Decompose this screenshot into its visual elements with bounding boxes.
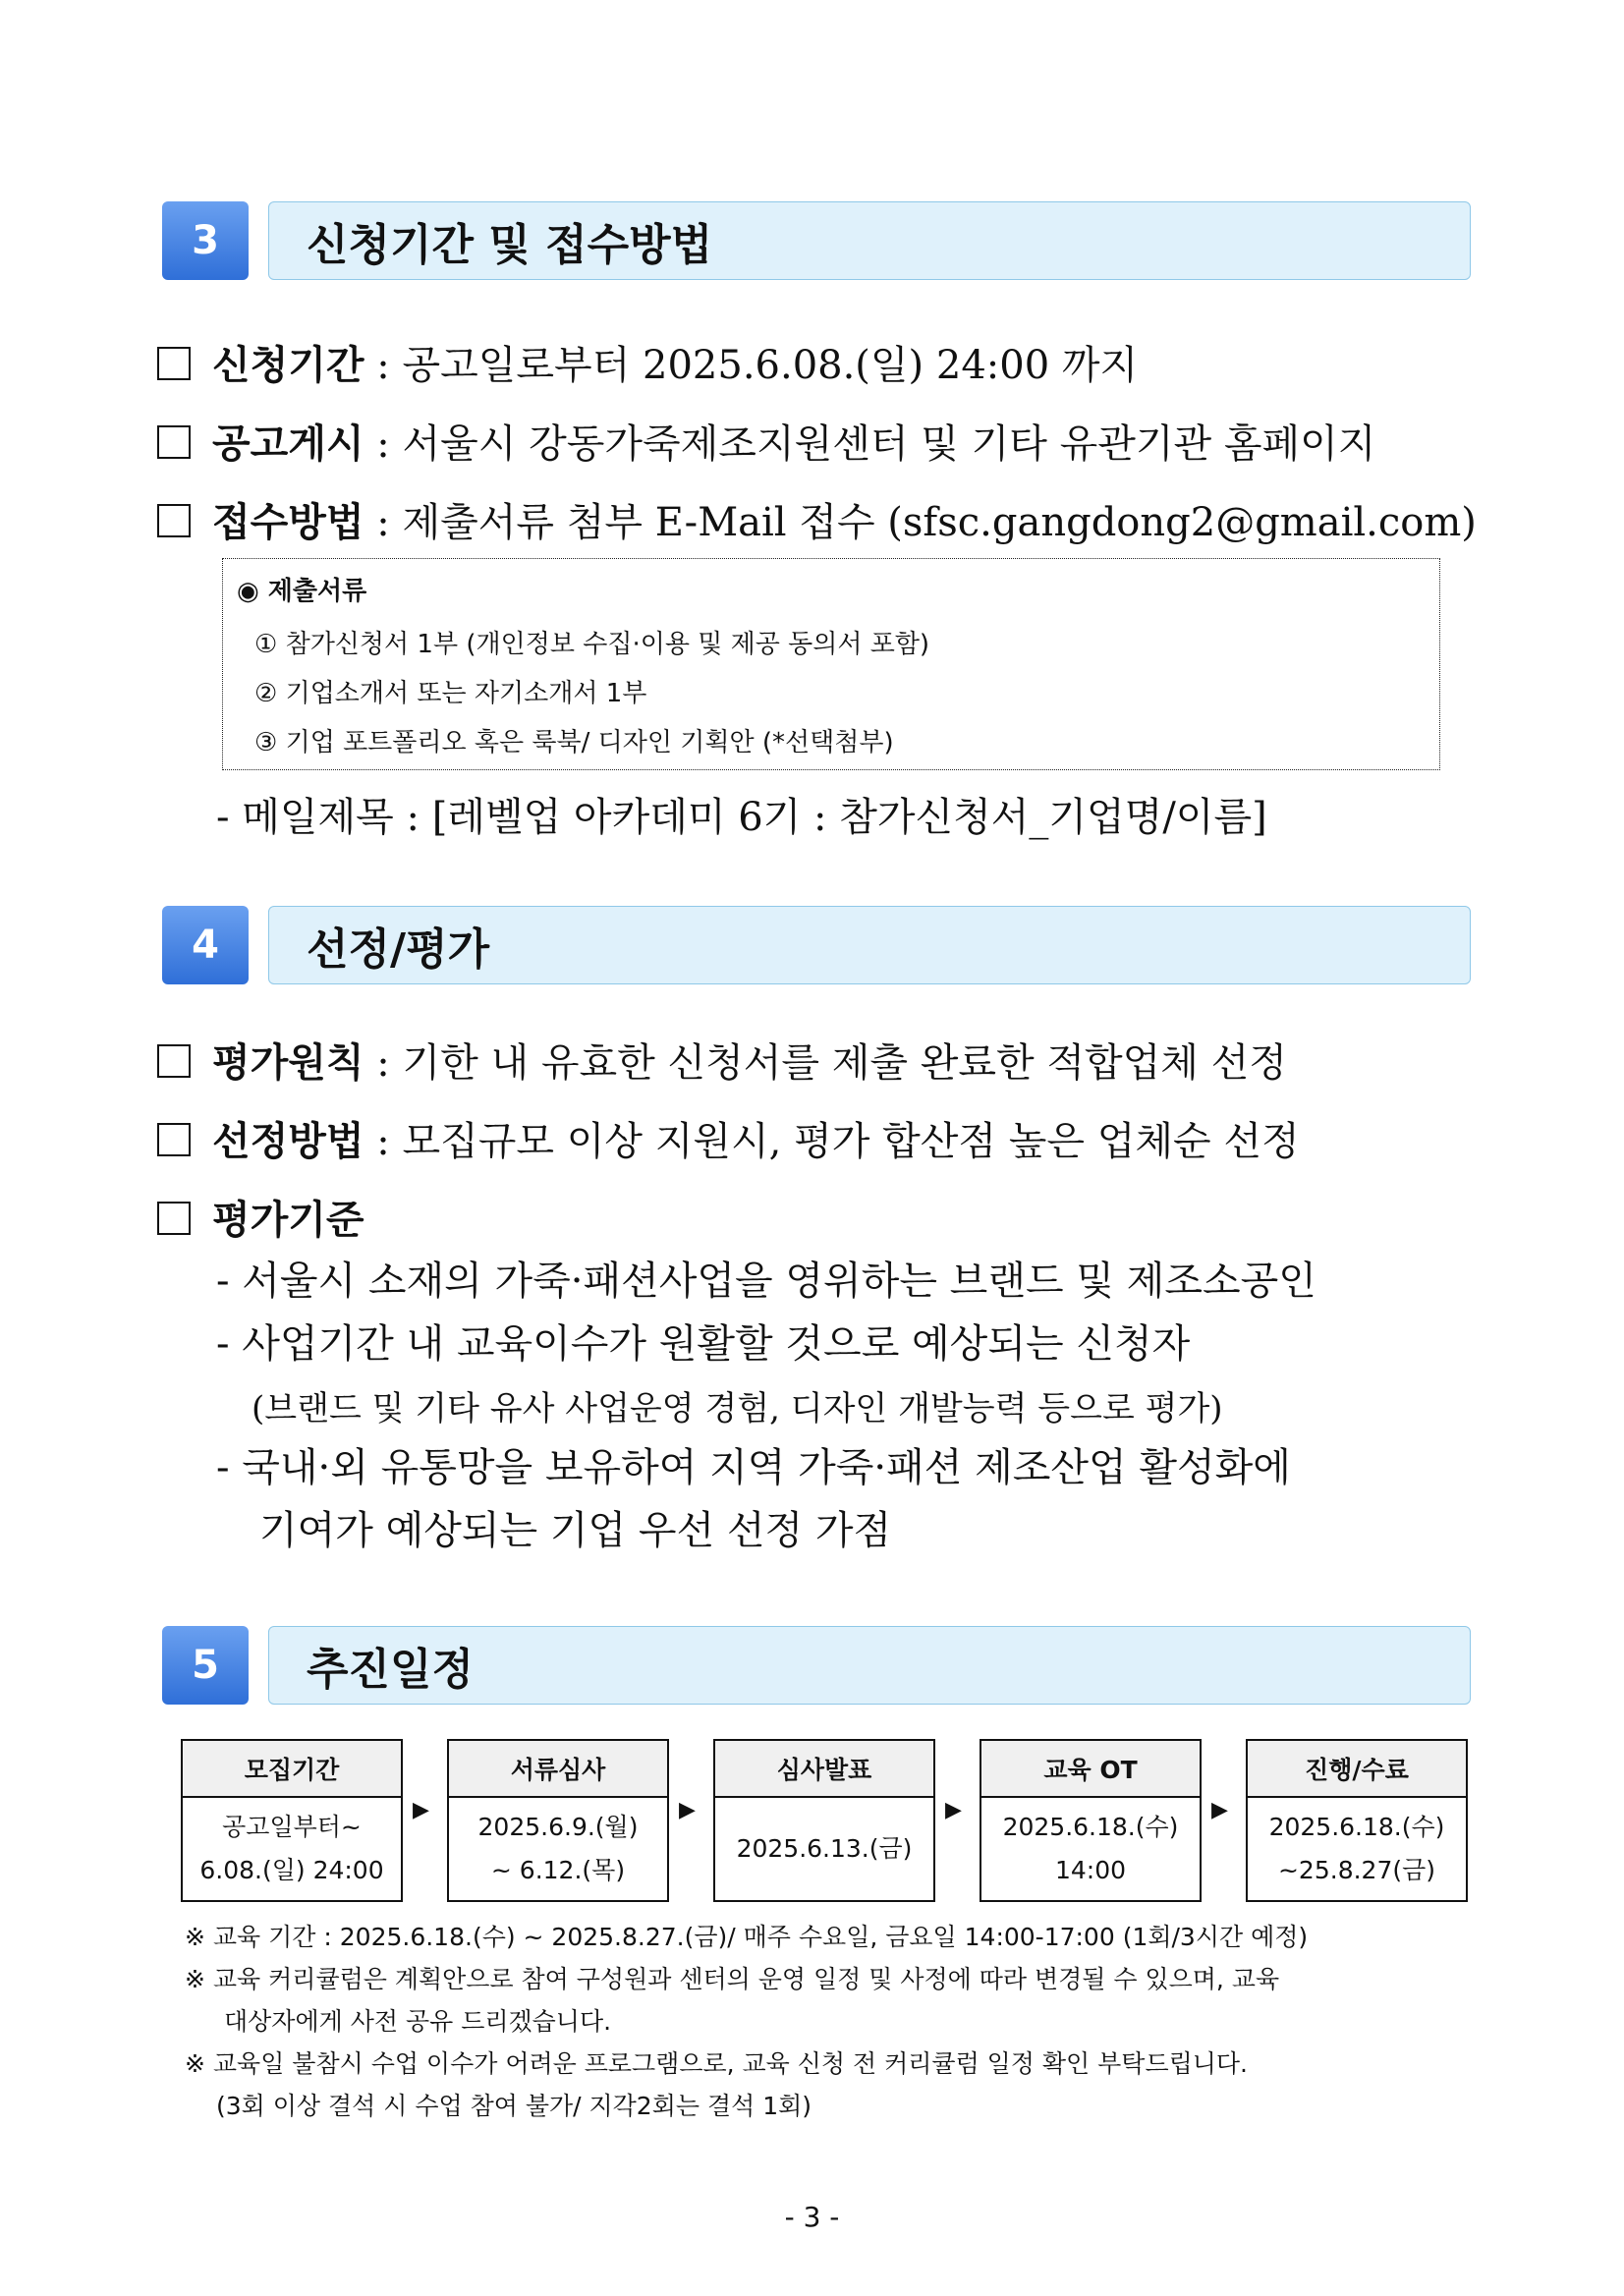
stage-date: 2025.6.13.(금) [736, 1834, 913, 1863]
item-evaluation-criteria: 평가기준 [157, 1189, 364, 1245]
stage-date: 2025.6.18.(수) ~25.8.27(금) [1268, 1813, 1445, 1884]
arrow-right-icon: ▶ [413, 1798, 429, 1822]
section-4-header [162, 906, 1471, 984]
note-line: 대상자에게 사전 공유 드리겠습니다. [224, 2007, 612, 2036]
item-application-period: 신청기간 : 공고일로부터 2025.6.08.(일) 24:00 까지 [157, 334, 1138, 390]
criteria-line: 기여가 예상되는 기업 우선 선정 가점 [259, 1508, 892, 1553]
section-number: 5 [162, 1626, 249, 1705]
section-number: 3 [162, 201, 249, 280]
stage-recruitment [181, 1739, 403, 1902]
stage-label: 심사발표 [715, 1741, 933, 1798]
checkbox-square-icon [157, 347, 191, 380]
stage-orientation [980, 1739, 1202, 1902]
stage-date: 2025.6.9.(월) ~ 6.12.(목) [477, 1813, 639, 1884]
note-line: ※ 교육 커리큘럼은 계획안으로 참여 구성원과 센터의 운영 일정 및 사정에 따라 변경될 수 있으며, 교육 [185, 1965, 1280, 1993]
stage-date: 2025.6.18.(수) 14:00 [1002, 1813, 1179, 1884]
checkbox-square-icon [157, 504, 191, 537]
stage-announcement [713, 1739, 935, 1902]
checkbox-square-icon [157, 1202, 191, 1235]
section-title: 추진일정 [268, 1626, 1471, 1705]
arrow-right-icon: ▶ [945, 1798, 962, 1822]
criteria-line: - 국내·외 유통망을 보유하여 지역 가죽·패션 제조산업 활성화에 [216, 1445, 1291, 1490]
required-documents-box [222, 558, 1440, 770]
checkbox-square-icon [157, 1044, 191, 1078]
stage-label: 모집기간 [183, 1741, 401, 1798]
stage-completion [1246, 1739, 1468, 1902]
schedule-flow [0, 1739, 1624, 1896]
note-line: (3회 이상 결석 시 수업 참여 불가/ 지각2회는 결석 1회) [216, 2092, 812, 2120]
section-title: 선정/평가 [268, 906, 1471, 984]
section-title: 신청기간 및 접수방법 [268, 201, 1471, 280]
section-5-header [162, 1626, 1471, 1705]
documents-header: ◉ 제출서류 [237, 577, 367, 606]
document-line: ① 참가신청서 1부 (개인정보 수집·이용 및 제공 동의서 포함) [254, 630, 930, 659]
criteria-line: - 서울시 소재의 가죽·패션사업을 영위하는 브랜드 및 제조소공인 [216, 1259, 1316, 1304]
item-announcement: 공고게시 : 서울시 강동가죽제조지원센터 및 기타 유관기관 홈페이지 [157, 413, 1375, 469]
note-line: ※ 교육일 불참시 수업 이수가 어려운 프로그램으로, 교육 신청 전 커리큘럼 일정 확인 부탁드립니다. [185, 2049, 1249, 2078]
document-line: ③ 기업 포트폴리오 혹은 룩북/ 디자인 기획안 (*선택첨부) [254, 728, 894, 757]
checkbox-square-icon [157, 1123, 191, 1156]
section-number: 4 [162, 906, 249, 984]
stage-label: 교육 OT [981, 1741, 1200, 1798]
stage-label: 진행/수료 [1248, 1741, 1466, 1798]
arrow-right-icon: ▶ [1211, 1798, 1228, 1822]
section-3-header [162, 201, 1471, 280]
stage-date: 공고일부터~ 6.08.(일) 24:00 [199, 1813, 384, 1884]
item-selection-method: 선정방법 : 모집규모 이상 지원시, 평가 합산점 높은 업체순 선정 [157, 1110, 1300, 1166]
page-number: - 3 - [784, 2201, 840, 2233]
criteria-line: - 사업기간 내 교육이수가 원활할 것으로 예상되는 신청자 [216, 1321, 1191, 1367]
arrow-right-icon: ▶ [679, 1798, 696, 1822]
checkbox-square-icon [157, 425, 191, 459]
item-evaluation-principle: 평가원칙 : 기한 내 유효한 신청서를 제출 완료한 적합업체 선정 [157, 1032, 1287, 1088]
criteria-line: (브랜드 및 기타 유사 사업운영 경험, 디자인 개발능력 등으로 평가) [252, 1389, 1223, 1428]
document-line: ② 기업소개서 또는 자기소개서 1부 [254, 679, 647, 708]
stage-document-review [447, 1739, 669, 1902]
item-submission-method: 접수방법 : 제출서류 첨부 E-Mail 접수 (sfsc.gangdong2@gmail.com) [157, 491, 1477, 547]
stage-label: 서류심사 [449, 1741, 667, 1798]
note-line: ※ 교육 기간 : 2025.6.18.(수) ~ 2025.8.27.(금)/ 매주 수요일, 금요일 14:00-17:00 (1회/3시간 예정) [185, 1923, 1309, 1951]
mail-title-rule: - 메일제목 : [레벨업 아카데미 6기 : 참가신청서_기업명/이름] [216, 795, 1267, 840]
